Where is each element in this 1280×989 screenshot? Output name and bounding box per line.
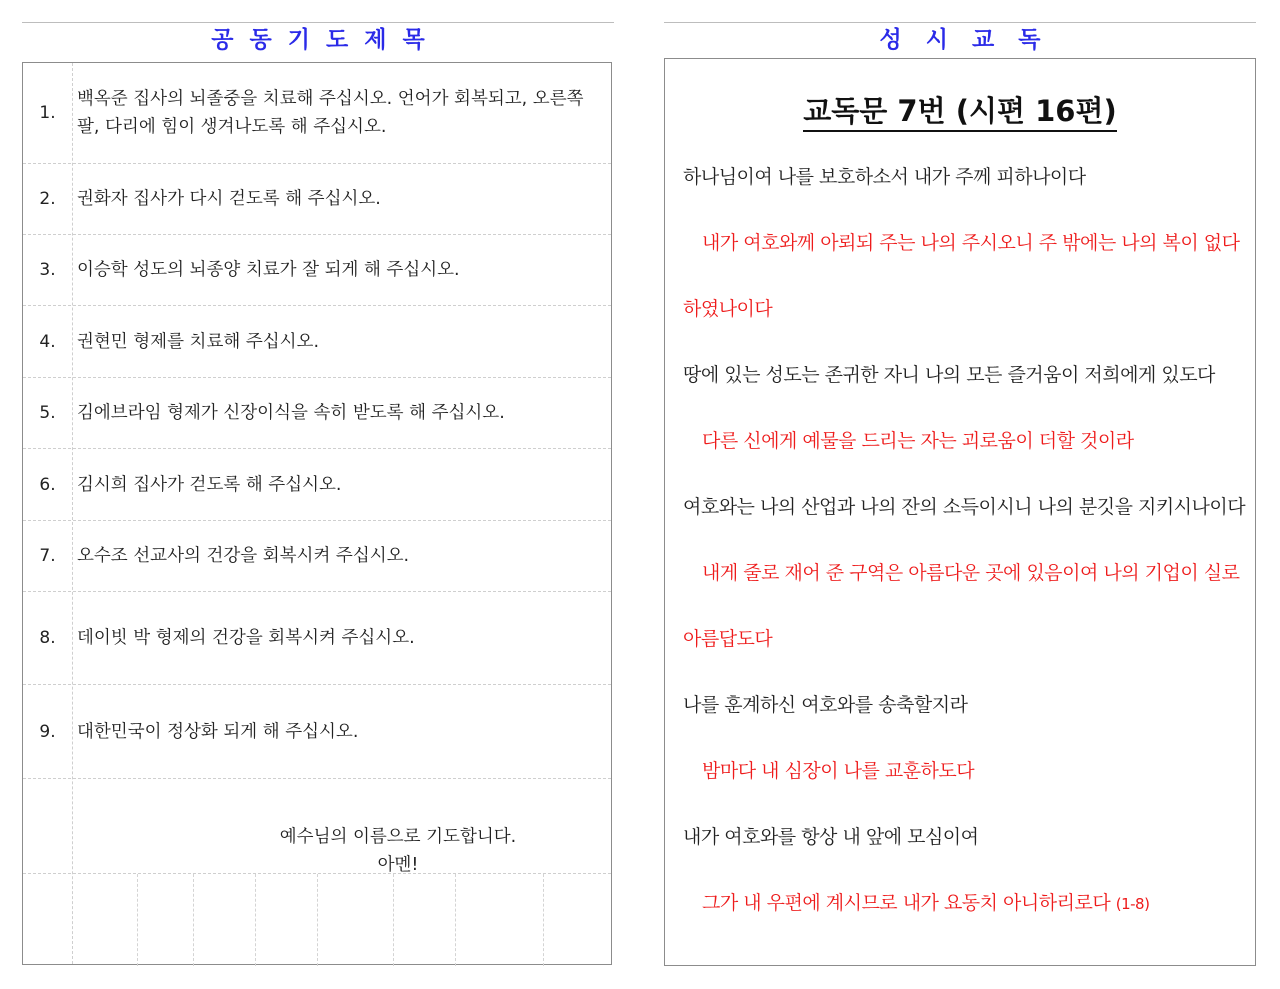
prayer-item-number: 9. bbox=[39, 721, 56, 742]
prayer-item-number: 1. bbox=[39, 103, 56, 123]
prayer-item bbox=[23, 521, 611, 592]
prayer-item bbox=[23, 449, 611, 521]
prayer-item-number: 3. bbox=[39, 260, 56, 280]
prayer-item bbox=[23, 164, 611, 235]
verse-line-leader: 내가 여호와를 항상 내 앞에 모심이여 bbox=[683, 826, 979, 848]
verse-line-leader: 땅에 있는 성도는 존귀한 자니 나의 모든 즐거움이 저희에게 있도다 bbox=[683, 364, 1215, 386]
prayer-item-text: 권화자 집사가 다시 걷도록 해 주십시오. bbox=[77, 189, 381, 209]
verse-line-leader: 여호와는 나의 산업과 나의 잔의 소득이시니 나의 분깃을 지키시나이다 bbox=[683, 496, 1246, 518]
grid-column-line bbox=[393, 874, 394, 966]
verse-line-congregation: 밤마다 내 심장이 나를 교훈하도다 bbox=[702, 760, 975, 782]
grid-column-line bbox=[455, 874, 456, 966]
prayer-item-text: 오수조 선교사의 건강을 회복시켜 주십시오. bbox=[77, 546, 410, 566]
prayer-item-text: 대한민국이 정상화 되게 해 주십시오. bbox=[77, 721, 359, 742]
closing-prayer bbox=[263, 823, 533, 879]
reading-title-text: 교독문 7번 (시편 16편) bbox=[803, 94, 1116, 132]
prayer-item bbox=[23, 63, 611, 164]
verse-line-congregation: 내가 여호와께 아뢰되 주는 나의 주시오니 주 밖에는 나의 복이 없다 bbox=[702, 232, 1240, 254]
prayer-item-text: 김에브라임 형제가 신장이식을 속히 받도록 해 주십시오. bbox=[77, 403, 505, 423]
grid-column-line bbox=[137, 874, 138, 966]
closing-line: 예수님의 이름으로 기도합니다. bbox=[279, 827, 517, 847]
verse-line-congregation: 아름답도다 bbox=[683, 628, 773, 650]
prayer-item-number: 7. bbox=[39, 546, 56, 566]
prayer-item-number: 5. bbox=[39, 403, 56, 423]
prayer-item bbox=[23, 685, 611, 779]
prayer-item bbox=[23, 235, 611, 306]
verse-line-leader: 나를 훈계하신 여호와를 송축할지라 bbox=[683, 694, 968, 716]
prayer-heading: 공 동 기 도 제 목 bbox=[211, 27, 425, 53]
verse-line-congregation bbox=[702, 888, 1251, 915]
grid-column-line bbox=[317, 874, 318, 966]
prayer-item-number: 6. bbox=[39, 474, 56, 495]
prayer-item bbox=[23, 378, 611, 449]
verse-line-congregation: 내게 줄로 재어 준 구역은 아름다운 곳에 있음이여 나의 기업이 실로 bbox=[702, 562, 1240, 584]
grid-column-line bbox=[193, 874, 194, 966]
responsive-reading-box bbox=[664, 58, 1256, 966]
responsive-reading-heading: 성 시 교 독 bbox=[879, 27, 1041, 53]
prayer-item-text: 데이빗 박 형제의 건강을 회복시켜 주십시오. bbox=[77, 628, 415, 648]
prayer-item-text: 이승학 성도의 뇌종양 치료가 잘 되게 해 주십시오. bbox=[77, 260, 460, 280]
grid-column-line bbox=[543, 874, 544, 966]
prayer-item-number: 4. bbox=[39, 331, 56, 352]
prayer-item-text: 권현민 형제를 치료해 주십시오. bbox=[77, 331, 320, 352]
prayer-item-text: 김시희 집사가 걷도록 해 주십시오. bbox=[77, 474, 342, 495]
blank-grid bbox=[23, 873, 611, 966]
prayer-item bbox=[23, 306, 611, 378]
prayer-item bbox=[23, 592, 611, 685]
grid-column-line bbox=[255, 874, 256, 966]
verse-line-congregation: 하였나이다 bbox=[683, 298, 773, 320]
prayer-item-number: 8. bbox=[39, 628, 56, 648]
prayer-item-text: 백옥준 집사의 뇌졸중을 치료해 주십시오. 언어가 회복되고, 오른쪽 팔, 다리에 힘이 생겨나도록 해 주십시오. bbox=[77, 89, 584, 137]
prayer-item-number: 2. bbox=[39, 189, 56, 209]
verse-line-congregation: 다른 신에게 예물을 드리는 자는 괴로움이 더할 것이라 bbox=[702, 430, 1134, 452]
verse-reference: (1-8) bbox=[1115, 895, 1150, 913]
prayer-list-box bbox=[22, 62, 612, 965]
verse-line-leader: 하나님이여 나를 보호하소서 내가 주께 피하나이다 bbox=[683, 166, 1086, 188]
verse-text: 그가 내 우편에 계시므로 내가 요동치 아니하리로다 bbox=[702, 892, 1111, 914]
amen-line: 아멘! bbox=[377, 855, 419, 875]
reading-title bbox=[665, 89, 1255, 130]
